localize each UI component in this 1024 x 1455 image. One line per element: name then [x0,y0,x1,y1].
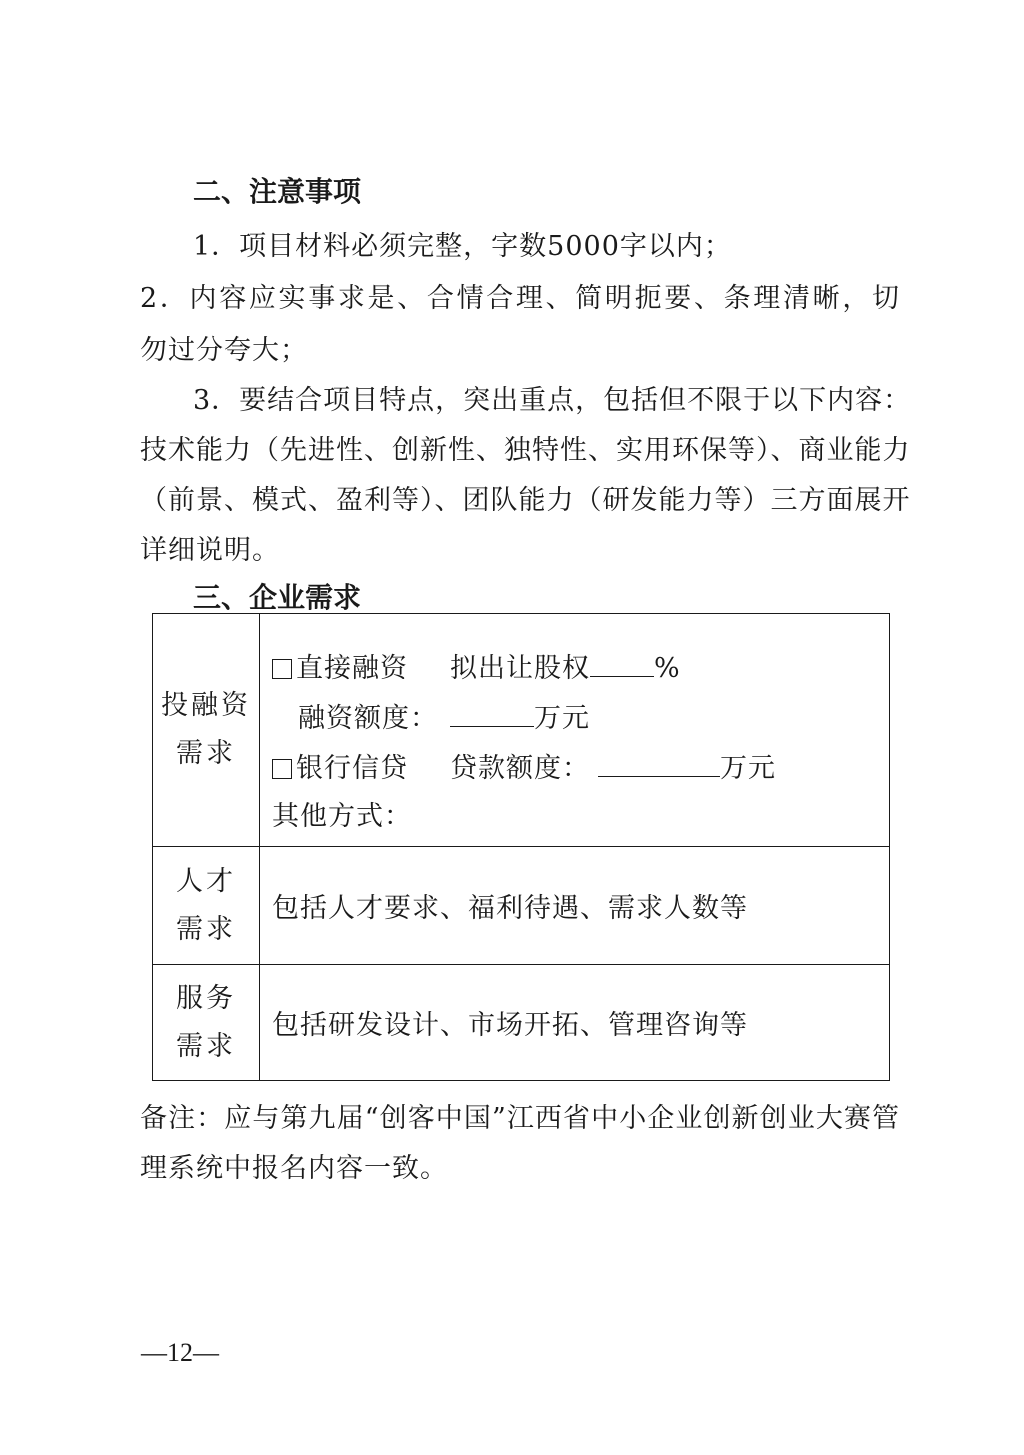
notes-item-3-line-1: 3．要结合项目特点，突出重点，包括但不限于以下内容： [193,385,912,416]
service-label-line-1: 服务 [176,982,236,1014]
financing-amount-label: 融资额度： [298,703,438,734]
bank-loan-checkbox[interactable] [272,759,292,779]
remark-line-2: 理系统中报名内容一致。 [140,1153,448,1184]
page-number: —12— [141,1338,219,1367]
financing-amount-blank[interactable] [450,702,534,727]
service-label-line-2: 需求 [176,1030,236,1062]
financing-content-cell [260,614,890,847]
direct-financing-label: 直接融资 [296,653,408,684]
demand-heading: 三、企业需求 [193,581,362,614]
notes-heading: 二、注意事项 [193,175,362,208]
bank-loan-label: 银行信贷 [296,753,408,784]
financing-label-line-1: 投融资 [161,690,251,721]
equity-label: 拟出让股权 [450,653,590,684]
other-methods-label: 其他方式： [272,801,412,832]
direct-financing-checkbox[interactable] [272,659,292,679]
service-content-cell [260,965,890,1081]
talent-content: 包括人才要求、福利待遇、需求人数等 [272,893,748,924]
equity-blank[interactable] [590,652,654,677]
notes-item-3-line-3: （前景、模式、盈利等）、团队能力（研发能力等）三方面展开 [140,485,911,516]
loan-amount-unit: 万元 [720,753,776,784]
loan-amount-blank[interactable] [598,752,720,777]
talent-row [153,847,890,965]
talent-content-cell [260,847,890,965]
percent-sign: % [654,653,681,684]
remark-line-1: 备注：应与第九届“创客中国”江西省中小企业创新创业大赛管 [140,1103,900,1134]
financing-label-line-2: 需求 [176,738,236,769]
financing-row [153,614,890,847]
service-content: 包括研发设计、市场开拓、管理咨询等 [272,1010,748,1041]
talent-label-line-1: 人才 [176,865,236,897]
notes-item-3-line-4: 详细说明。 [140,535,280,566]
talent-label-line-2: 需求 [176,913,236,945]
loan-amount-label: 贷款额度： [450,753,590,784]
notes-item-1: 1．项目材料必须完整，字数5000字以内； [193,231,732,262]
financing-label-cell [153,614,260,847]
enterprise-demand-table [152,613,890,1081]
financing-amount-unit: 万元 [534,703,590,734]
talent-label-cell [153,847,260,965]
notes-item-3-line-2: 技术能力（先进性、创新性、独特性、实用环保等）、商业能力 [140,435,911,466]
notes-item-2-line-2: 勿过分夸大； [140,335,308,366]
notes-item-2-line-1: 2．内容应实事求是、合情合理、简明扼要、条理清晰，切 [140,283,900,314]
service-label-cell [153,965,260,1081]
service-row [153,965,890,1081]
